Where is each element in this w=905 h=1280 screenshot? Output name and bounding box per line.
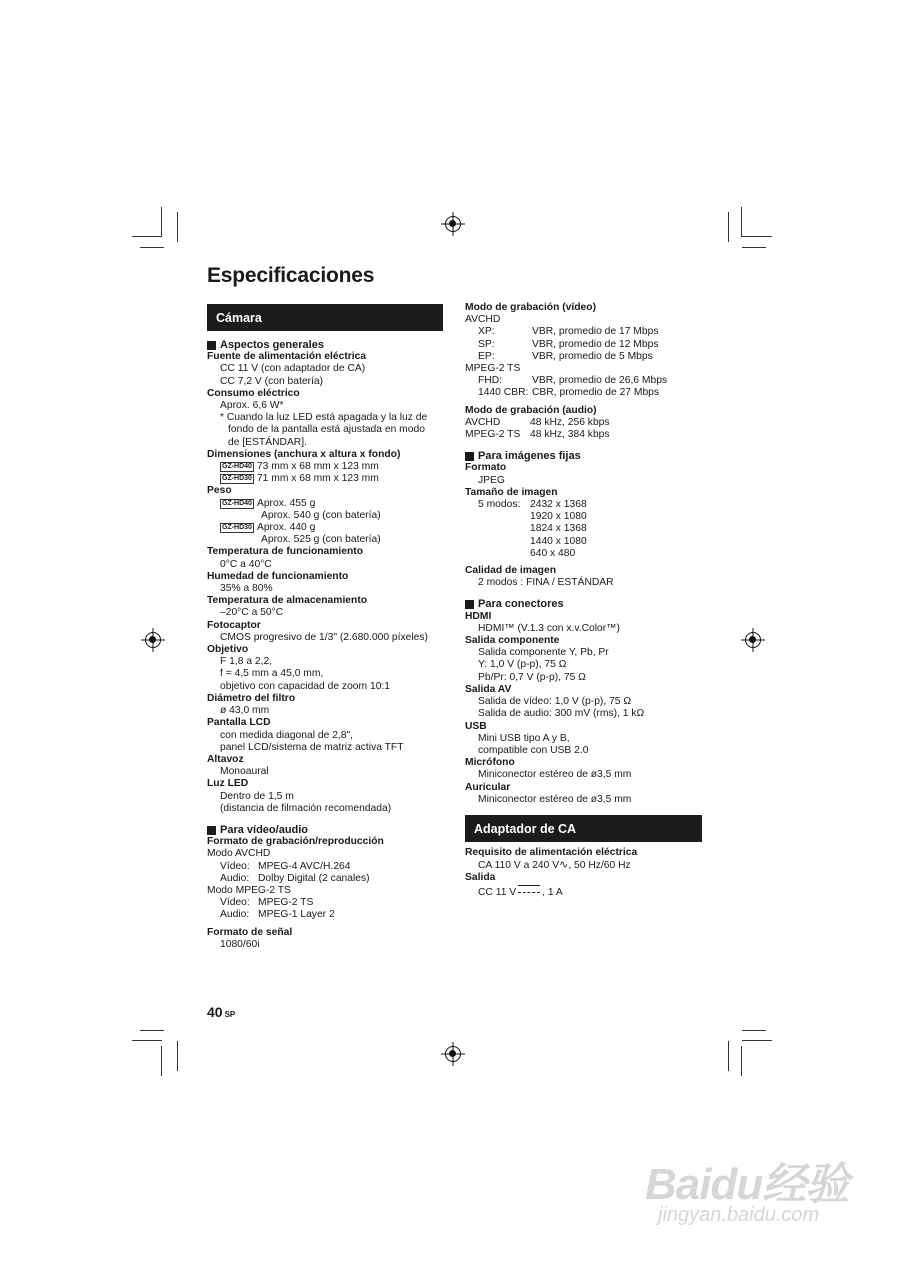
spec-value: Aprox. 525 g (con batería) — [261, 534, 381, 546]
spec-value: EP: VBR, promedio de 5 Mbps — [478, 350, 653, 362]
spec-value: F 1,8 a 2,2, — [220, 656, 273, 668]
spec-label: Temperatura de almacenamiento — [207, 595, 368, 607]
crop-mark — [177, 212, 178, 242]
page-title: Especificaciones — [207, 264, 375, 287]
spec-value: 1824 x 1368 — [530, 523, 587, 535]
spec-value: panel LCD/sistema de matriz activa TFT — [220, 741, 404, 753]
spec-label: Micrófono — [465, 757, 515, 769]
spec-label: Modo de grabación (vídeo) — [465, 302, 597, 313]
spec-note: * Cuando la luz LED está apagada y la luz de — [220, 412, 428, 424]
watermark-url: jingyan.baidu.com — [658, 1204, 820, 1226]
spec-value: Audio: MPEG-1 Layer 2 — [220, 909, 335, 921]
spec-value: 1920 x 1080 — [530, 511, 587, 523]
spec-value: 1440 x 1080 — [530, 535, 587, 547]
spec-value: GZ-HD40 Aprox. 455 g — [222, 497, 316, 509]
spec-label: HDMI — [465, 610, 492, 622]
spec-value: MPEG-2 TS — [465, 363, 521, 375]
spec-value: Dentro de 1,5 m — [220, 790, 294, 802]
spec-value: Miniconector estéreo de ø3,5 mm — [478, 793, 632, 805]
right-column — [465, 302, 705, 806]
spec-value: SP: VBR, promedio de 12 Mbps — [478, 338, 659, 350]
spec-value: f = 4,5 mm a 45,0 mm, — [220, 668, 324, 680]
page-number: 40 SP — [207, 1004, 236, 1020]
spec-value: AVCHD — [465, 314, 501, 326]
model-tag: GZ-HD40 — [222, 499, 252, 507]
spec-label: Formato — [465, 462, 507, 474]
spec-value: Salida de audio: 300 mV (rms), 1 kΩ — [478, 708, 645, 720]
spec-value: GZ-HD30 71 mm x 68 mm x 123 mm — [222, 473, 379, 485]
spec-value: Audio: Dolby Digital (2 canales) — [220, 872, 370, 884]
spec-value: CC 11 V , 1 A — [478, 886, 563, 898]
spec-value: GZ-HD30 Aprox. 440 g — [222, 522, 316, 534]
spec-value: (distancia de filmación recomendada) — [220, 802, 392, 814]
watermark-logo: Baidu经验 — [645, 1160, 849, 1209]
spec-value: 1080/60i — [220, 938, 260, 950]
spec-label: Fuente de alimentación eléctrica — [207, 351, 367, 363]
spec-value: Y: 1,0 V (p-p), 75 Ω — [478, 659, 567, 671]
spec-value: Aprox. 6,6 W* — [220, 400, 284, 412]
spec-label: Formato de grabación/reproducción — [207, 836, 384, 848]
dc-symbol-icon — [518, 885, 540, 893]
spec-note: de [ESTÁNDAR]. — [228, 436, 307, 448]
spec-value: Vídeo: MPEG-4 AVC/H.264 — [220, 860, 351, 872]
crop-mark — [728, 1041, 729, 1071]
spec-label: USB — [465, 720, 487, 732]
spec-value: Pb/Pr: 0,7 V (p-p), 75 Ω — [478, 671, 586, 683]
crop-mark — [742, 236, 772, 237]
spec-value: JPEG — [478, 474, 505, 486]
crop-mark — [161, 1046, 162, 1076]
crop-mark — [161, 207, 162, 237]
spec-label: Humedad de funcionamiento — [207, 570, 349, 582]
section-heading: Para vídeo/audio — [207, 824, 447, 836]
spec-value: CC 7,2 V (con batería) — [220, 375, 324, 387]
spec-label: Salida — [465, 872, 496, 884]
spec-label: Salida componente — [465, 635, 560, 647]
model-tag: GZ-HD30 — [222, 524, 252, 532]
spec-label: Salida AV — [465, 683, 512, 695]
section-heading: Para conectores — [465, 598, 705, 610]
spec-value: Modo MPEG-2 TS — [207, 884, 291, 896]
spec-value: HDMI™ (V.1.3 con x.v.Color™) — [478, 622, 620, 634]
ac-symbol-icon: ∿ — [559, 859, 569, 872]
spec-label: Fotocaptor — [207, 619, 261, 631]
section-bar-adaptador: Adaptador de CA — [465, 815, 702, 842]
spec-note: fondo de la pantalla está ajustada en modo — [228, 424, 425, 436]
spec-value: 640 x 480 — [530, 547, 576, 559]
spec-value: Salida componente Y, Pb, Pr — [478, 647, 609, 659]
spec-value: XP: VBR, promedio de 17 Mbps — [478, 326, 659, 338]
spec-label: Formato de señal — [207, 926, 293, 938]
spec-label: Diámetro del filtro — [207, 692, 296, 704]
spec-value: CA 110 V a 240 V∿, 50 Hz/60 Hz — [478, 859, 631, 872]
registration-mark-icon — [145, 632, 161, 648]
spec-label: Peso — [207, 485, 232, 497]
spec-label: Tamaño de imagen — [465, 486, 558, 498]
crop-mark — [742, 1040, 772, 1041]
section-bar-camara: Cámara — [207, 304, 443, 331]
spec-value: Vídeo: MPEG-2 TS — [220, 897, 314, 909]
spec-label: Altavoz — [207, 753, 244, 765]
crop-mark — [741, 1046, 742, 1076]
spec-value: AVCHD 48 kHz, 256 kbps — [465, 416, 610, 428]
crop-mark — [741, 207, 742, 237]
model-tag: GZ-HD30 — [222, 475, 252, 483]
spec-value: ø 43,0 mm — [220, 705, 270, 717]
model-tag: GZ-HD40 — [222, 463, 252, 471]
crop-mark — [132, 236, 162, 237]
crop-mark — [728, 212, 729, 242]
spec-value: 5 modos: 2432 x 1368 — [478, 499, 587, 511]
spec-value: Mini USB tipo A y B, — [478, 732, 570, 744]
square-bullet-icon — [207, 341, 216, 350]
square-bullet-icon — [465, 452, 474, 461]
registration-mark-icon — [445, 216, 461, 232]
spec-value: Salida de vídeo: 1,0 V (p-p), 75 Ω — [478, 696, 632, 708]
crop-mark — [140, 247, 164, 248]
spec-value: –20°C a 50°C — [220, 607, 284, 619]
spec-value: 0°C a 40°C — [220, 558, 272, 570]
crop-mark — [742, 1030, 766, 1031]
spec-label: Calidad de imagen — [465, 565, 556, 577]
spec-label: Objetivo — [207, 644, 249, 656]
spec-label: Dimensiones (anchura x altura x fondo) — [207, 448, 401, 460]
spec-value: 1440 CBR: CBR, promedio de 27 Mbps — [478, 387, 660, 399]
spec-value: con medida diagonal de 2,8", — [220, 729, 354, 741]
crop-mark — [742, 247, 766, 248]
spec-label: Requisito de alimentación eléctrica — [465, 847, 638, 858]
spec-value: FHD: VBR, promedio de 26,6 Mbps — [478, 375, 668, 387]
square-bullet-icon — [465, 600, 474, 609]
spec-label: Temperatura de funcionamiento — [207, 546, 364, 558]
spec-value: compatible con USB 2.0 — [478, 744, 589, 756]
registration-mark-icon — [445, 1046, 461, 1062]
spec-value: 35% a 80% — [220, 583, 273, 595]
left-column — [207, 335, 447, 951]
crop-mark — [132, 1040, 162, 1041]
spec-label: Luz LED — [207, 778, 249, 790]
spec-label: Modo de grabación (audio) — [465, 404, 597, 416]
spec-label: Auricular — [465, 781, 511, 793]
registration-mark-icon — [745, 632, 761, 648]
spec-value: MPEG-2 TS 48 kHz, 384 kbps — [465, 429, 610, 441]
spec-value: Miniconector estéreo de ø3,5 mm — [478, 769, 632, 781]
crop-mark — [177, 1041, 178, 1071]
section-heading: Aspectos generales — [207, 339, 447, 351]
spec-value: 2 modos : FINA / ESTÁNDAR — [478, 577, 614, 589]
spec-label: Pantalla LCD — [207, 717, 271, 729]
spec-value: Modo AVCHD — [207, 848, 271, 860]
spec-value: objetivo con capacidad de zoom 10:1 — [220, 680, 391, 692]
spec-label: Consumo eléctrico — [207, 387, 300, 399]
crop-mark — [140, 1030, 164, 1031]
spec-value: CC 11 V (con adaptador de CA) — [220, 363, 366, 375]
spec-value: Monoaural — [220, 766, 269, 778]
spec-value: Aprox. 540 g (con batería) — [261, 509, 381, 521]
section-heading: Para imágenes fijas — [465, 450, 705, 462]
spec-value: GZ-HD40 73 mm x 68 mm x 123 mm — [222, 461, 379, 473]
square-bullet-icon — [207, 826, 216, 835]
spec-value: CMOS progresivo de 1/3" (2.680.000 píxeles) — [220, 631, 428, 643]
adapter-specs — [465, 847, 705, 899]
